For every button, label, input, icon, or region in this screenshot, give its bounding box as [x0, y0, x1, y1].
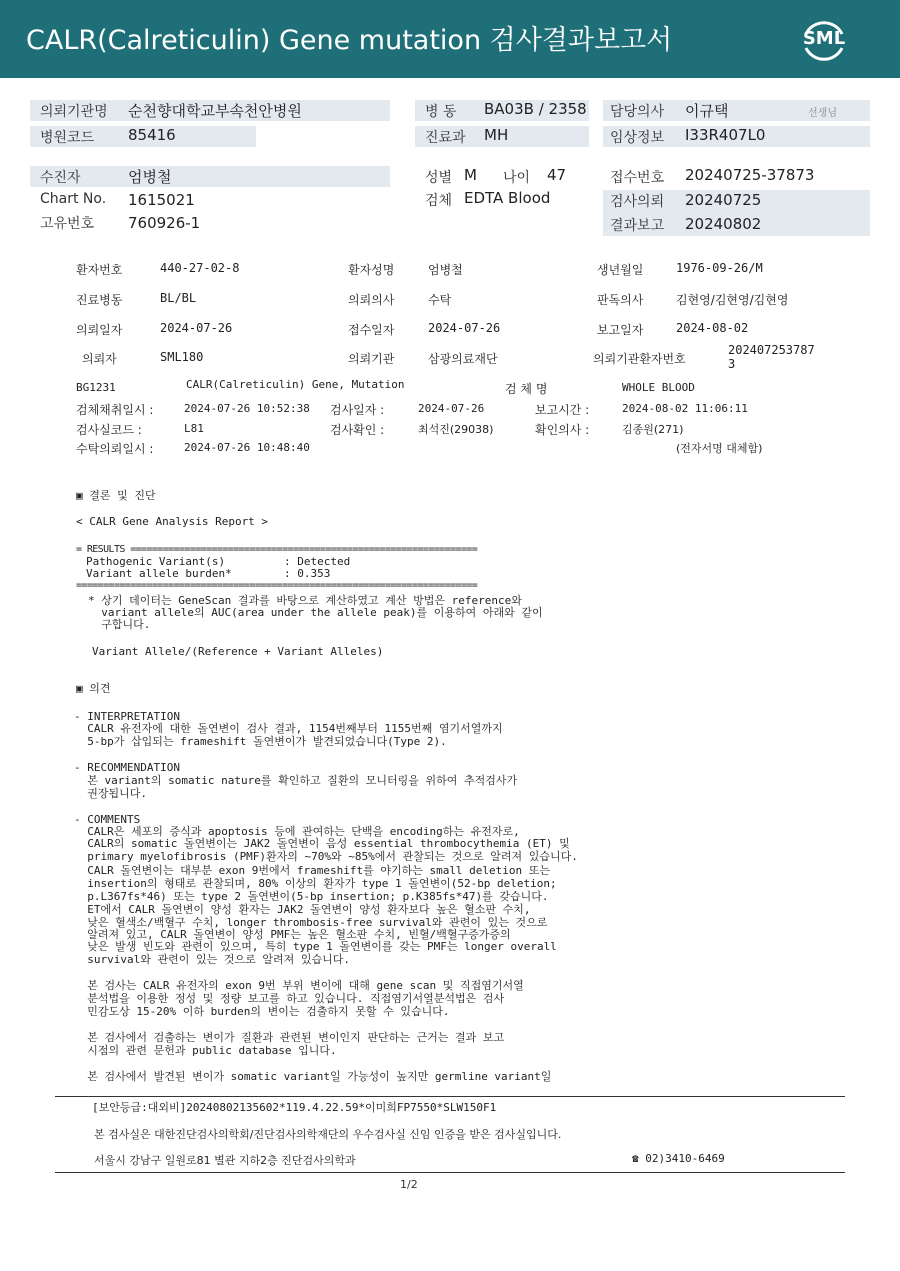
- report-time-value: 2024-08-02 11:06:11: [622, 402, 748, 415]
- esign-note: (전자서명 대체함): [676, 442, 763, 455]
- equals-line: ==========================================================================: [76, 580, 478, 591]
- clinical-label: 임상정보: [610, 130, 665, 146]
- patient-name-label: 환자성명: [348, 263, 395, 277]
- comments-line-9: 알려져 있고, CALR 돌연변이 양성 PMF는 높은 혈소판 수치, 빈혈/백혈구증가증의: [74, 928, 511, 941]
- ward-label: 병 동: [425, 104, 457, 120]
- req-inst-value: 삼광의료재단: [428, 352, 498, 366]
- read-doctor-value: 김현영/김현영/김현영: [676, 293, 789, 307]
- report-header: [0, 0, 900, 78]
- hospital-code-label: 병원코드: [40, 130, 95, 146]
- chart-value: 1615021: [128, 191, 195, 209]
- recommendation-line-1: 본 variant의 somatic nature를 확인하고 질환의 모니터링을 위하여 추적검사가: [74, 774, 518, 787]
- consign-value: 2024-07-26 10:48:40: [184, 441, 310, 454]
- recommendation-line-2: 권장됩니다.: [74, 787, 147, 800]
- formula: Variant Allele/(Reference + Variant Alleles): [92, 645, 384, 658]
- recv-date-label: 접수일자: [348, 323, 395, 337]
- unique-value: 760926-1: [128, 214, 201, 232]
- page-number: 1/2: [400, 1178, 418, 1191]
- test-specimen-value: WHOLE BLOOD: [622, 381, 695, 394]
- inst-patient-no-value: 202407253787: [728, 343, 815, 357]
- request-label: 검사의뢰: [610, 194, 665, 210]
- collect-label: 검체채취일시 :: [76, 403, 154, 417]
- method-line-2: 분석법을 이용한 정성 및 정량 보고를 하고 있습니다. 직접염기서열분석법은 검사: [74, 992, 505, 1005]
- patient-no-value: 440-27-02-8: [160, 261, 240, 275]
- sml-logo: [796, 14, 852, 66]
- report-date-label: 보고일자: [597, 323, 644, 337]
- note-line-1: * 상기 데이터는 GeneScan 결과를 바탕으로 계산하였고 계산 방법은 reference와: [88, 594, 522, 607]
- interpretation-line-2: 5-bp가 삽입되는 frameshift 돌연변이가 발견되었습니다(Type 2).: [74, 735, 447, 748]
- comments-line-6: p.L367fs*46) 또는 type 2 돌연변이(5-bp insertion; p.K385fs*47)를 갖습니다.: [74, 890, 549, 903]
- req-doctor-value: 수탁: [428, 293, 452, 307]
- comments-line-7: ET에서 CALR 돌연변이 양성 환자는 JAK2 돌연변이 양성 환자보다 높은 혈소판 수치,: [74, 903, 531, 916]
- department-value: MH: [484, 126, 509, 144]
- hospital-code-value: 85416: [128, 126, 176, 144]
- security-line: [보안등급:대외비]20240802135602*119.4.22.59*이미희FP7550*SLW150F1: [92, 1101, 497, 1114]
- footer-divider-top: [55, 1096, 845, 1097]
- chart-label: Chart No.: [40, 191, 107, 207]
- requester-value: SML180: [160, 350, 204, 364]
- clinical-value: I33R407L0: [685, 126, 766, 144]
- inst-patient-no-value-cont: 3: [728, 357, 736, 371]
- lab-code-value: L81: [184, 422, 204, 435]
- doctor-label: 담당의사: [610, 104, 665, 120]
- pv-label: Pathogenic Variant(s): [86, 555, 226, 568]
- pv-value: : Detected: [284, 555, 351, 568]
- report-title: CALR(Calreticulin) Gene mutation 검사결과보고서: [26, 25, 673, 56]
- basis-line-2: 시점의 관련 문헌과 public database 입니다.: [74, 1044, 337, 1057]
- comments-line-11: survival와 관련이 있는 것으로 알려져 있습니다.: [74, 953, 350, 966]
- interpretation-line-1: CALR 유전자에 대한 돌연변이 검사 결과, 1154번째부터 1155번째 염기서열까지: [74, 722, 503, 735]
- patient-value: 엄병철: [128, 168, 172, 186]
- specimen-label: 검체: [425, 193, 453, 209]
- note-line-2: variant allele의 AUC(area under the allele peak)를 이용하여 아래와 같이: [88, 606, 543, 619]
- sex-value: M: [464, 166, 477, 184]
- requester-label: 의뢰자: [82, 352, 117, 366]
- age-value: 47: [547, 166, 567, 184]
- institution-value: 순천향대학교부속천안병원: [128, 102, 302, 120]
- report-value: 20240802: [685, 215, 762, 233]
- patient-name-value: 엄병철: [428, 263, 463, 277]
- req-doctor-label: 의뢰의사: [348, 293, 395, 307]
- method-line-1: 본 검사는 CALR 유전자의 exon 9번 부위 변이에 대해 gene scan 및 직접염기서열: [74, 979, 524, 992]
- report-date-value: 2024-08-02: [676, 321, 749, 335]
- footer-divider-bottom: [55, 1172, 845, 1173]
- ward-table-value: BL/BL: [160, 291, 197, 305]
- req-inst-label: 의뢰기관: [348, 352, 395, 366]
- birth-label: 생년월일: [597, 263, 644, 277]
- receipt-value: 20240725-37873: [685, 166, 815, 184]
- report-label: 결과보고: [610, 218, 665, 234]
- note-line-3: 구합니다.: [88, 618, 151, 631]
- specimen-value: EDTA Blood: [464, 189, 551, 207]
- sex-label: 성별: [425, 170, 453, 186]
- department-label: 진료과: [425, 130, 466, 146]
- patient-no-label: 환자번호: [76, 263, 123, 277]
- exam-date-value: 2024-07-26: [418, 402, 485, 415]
- receipt-label: 접수번호: [610, 170, 665, 186]
- institution-label: 의뢰기관명: [40, 104, 108, 120]
- confirm-value: 최석진(29038): [418, 423, 494, 436]
- method-line-3: 민감도상 15-20% 이하 burden의 변이는 검출하지 못할 수 있습니다.: [74, 1005, 450, 1018]
- patient-label: 수진자: [40, 170, 81, 186]
- vab-label: Variant allele burden*: [86, 567, 232, 580]
- req-date-label: 의뢰일자: [76, 323, 123, 337]
- consign-label: 수탁의뢰일시 :: [76, 442, 154, 456]
- test-code: BG1231: [76, 381, 116, 394]
- comments-line-1: CALR은 세포의 증식과 apoptosis 등에 관여하는 단백을 encoding하는 유전자로,: [74, 825, 520, 838]
- comments-heading: - COMMENTS: [74, 813, 141, 826]
- germline-line-1: 본 검사에서 발견된 변이가 somatic variant일 가능성이 높지만 germline variant일: [74, 1070, 552, 1083]
- doctor-value: 이규택: [685, 102, 729, 120]
- opinion-heading: ▣ 의견: [76, 682, 111, 695]
- patient-bar: [30, 166, 390, 187]
- confirm-label: 검사확인 :: [330, 423, 385, 437]
- analysis-title: < CALR Gene Analysis Report >: [76, 515, 269, 528]
- vab-value: : 0.353: [284, 567, 331, 580]
- ward-value: BA03B / 2358: [484, 100, 587, 118]
- certification-line: 본 검사실은 대한진단검사의학회/진단검사의학재단의 우수검사실 신임 인증을 받은 검사실입니다.: [94, 1128, 562, 1141]
- unique-label: 고유번호: [40, 216, 95, 232]
- ward-table-label: 진료병동: [76, 293, 123, 307]
- comments-line-2: CALR의 somatic 돌연변이는 JAK2 돌연변이 음성 essential thrombocythemia (ET) 및: [74, 837, 570, 850]
- interpretation-heading: - INTERPRETATION: [74, 710, 180, 723]
- conclusion-heading: ▣ 결론 및 진단: [76, 489, 156, 502]
- comments-line-10: 낮은 발생 빈도와 관련이 있으며, 특히 type 1 돌연변이를 갖는 PMF는 longer overall: [74, 940, 557, 953]
- comments-line-5: insertion의 형태로 관찰되며, 80% 이상의 환자가 type 1 돌연변이(52-bp deletion;: [74, 877, 557, 890]
- test-specimen-label: 검 체 명: [505, 382, 548, 396]
- results-line: = RESULTS ================================================================: [76, 544, 478, 555]
- req-date-value: 2024-07-26: [160, 321, 233, 335]
- phone-line: ☎ 02)3410-6469: [632, 1152, 725, 1165]
- confirm-doctor-label: 확인의사 :: [535, 423, 590, 437]
- age-label: 나이: [503, 170, 531, 186]
- comments-line-3: primary myelofibrosis (PMF)환자의 ~70%와 ~85%에서 관찰되는 것으로 알려져 있습니다.: [74, 850, 578, 863]
- comments-line-4: CALR 돌연변이는 대부분 exon 9번에서 frameshift를 야기하는 small deletion 또는: [74, 864, 551, 877]
- exam-date-label: 검사일자 :: [330, 403, 385, 417]
- inst-patient-no-label: 의뢰기관환자번호: [593, 352, 686, 366]
- read-doctor-label: 판독의사: [597, 293, 644, 307]
- request-value: 20240725: [685, 191, 762, 209]
- doctor-suffix: 선생님: [808, 108, 837, 119]
- logo-text: SML: [802, 28, 846, 49]
- comments-line-8: 낮은 혈색소/백혈구 수치, longer thrombosis-free survival와 관련이 있는 것으로: [74, 916, 548, 929]
- address-line: 서울시 강남구 일원로81 별관 지하2층 진단검사의학과: [94, 1154, 356, 1167]
- recv-date-value: 2024-07-26: [428, 321, 501, 335]
- report-time-label: 보고시간 :: [535, 403, 590, 417]
- confirm-doctor-value: 김종원(271): [622, 423, 684, 436]
- collect-value: 2024-07-26 10:52:38: [184, 402, 310, 415]
- lab-code-label: 검사실코드 :: [76, 423, 142, 437]
- birth-value: 1976-09-26/M: [676, 261, 763, 275]
- test-name: CALR(Calreticulin) Gene, Mutation: [186, 378, 405, 391]
- recommendation-heading: - RECOMMENDATION: [74, 761, 180, 774]
- basis-line-1: 본 검사에서 검출하는 변이가 질환과 관련된 변이인지 판단하는 근거는 결과 보고: [74, 1031, 505, 1044]
